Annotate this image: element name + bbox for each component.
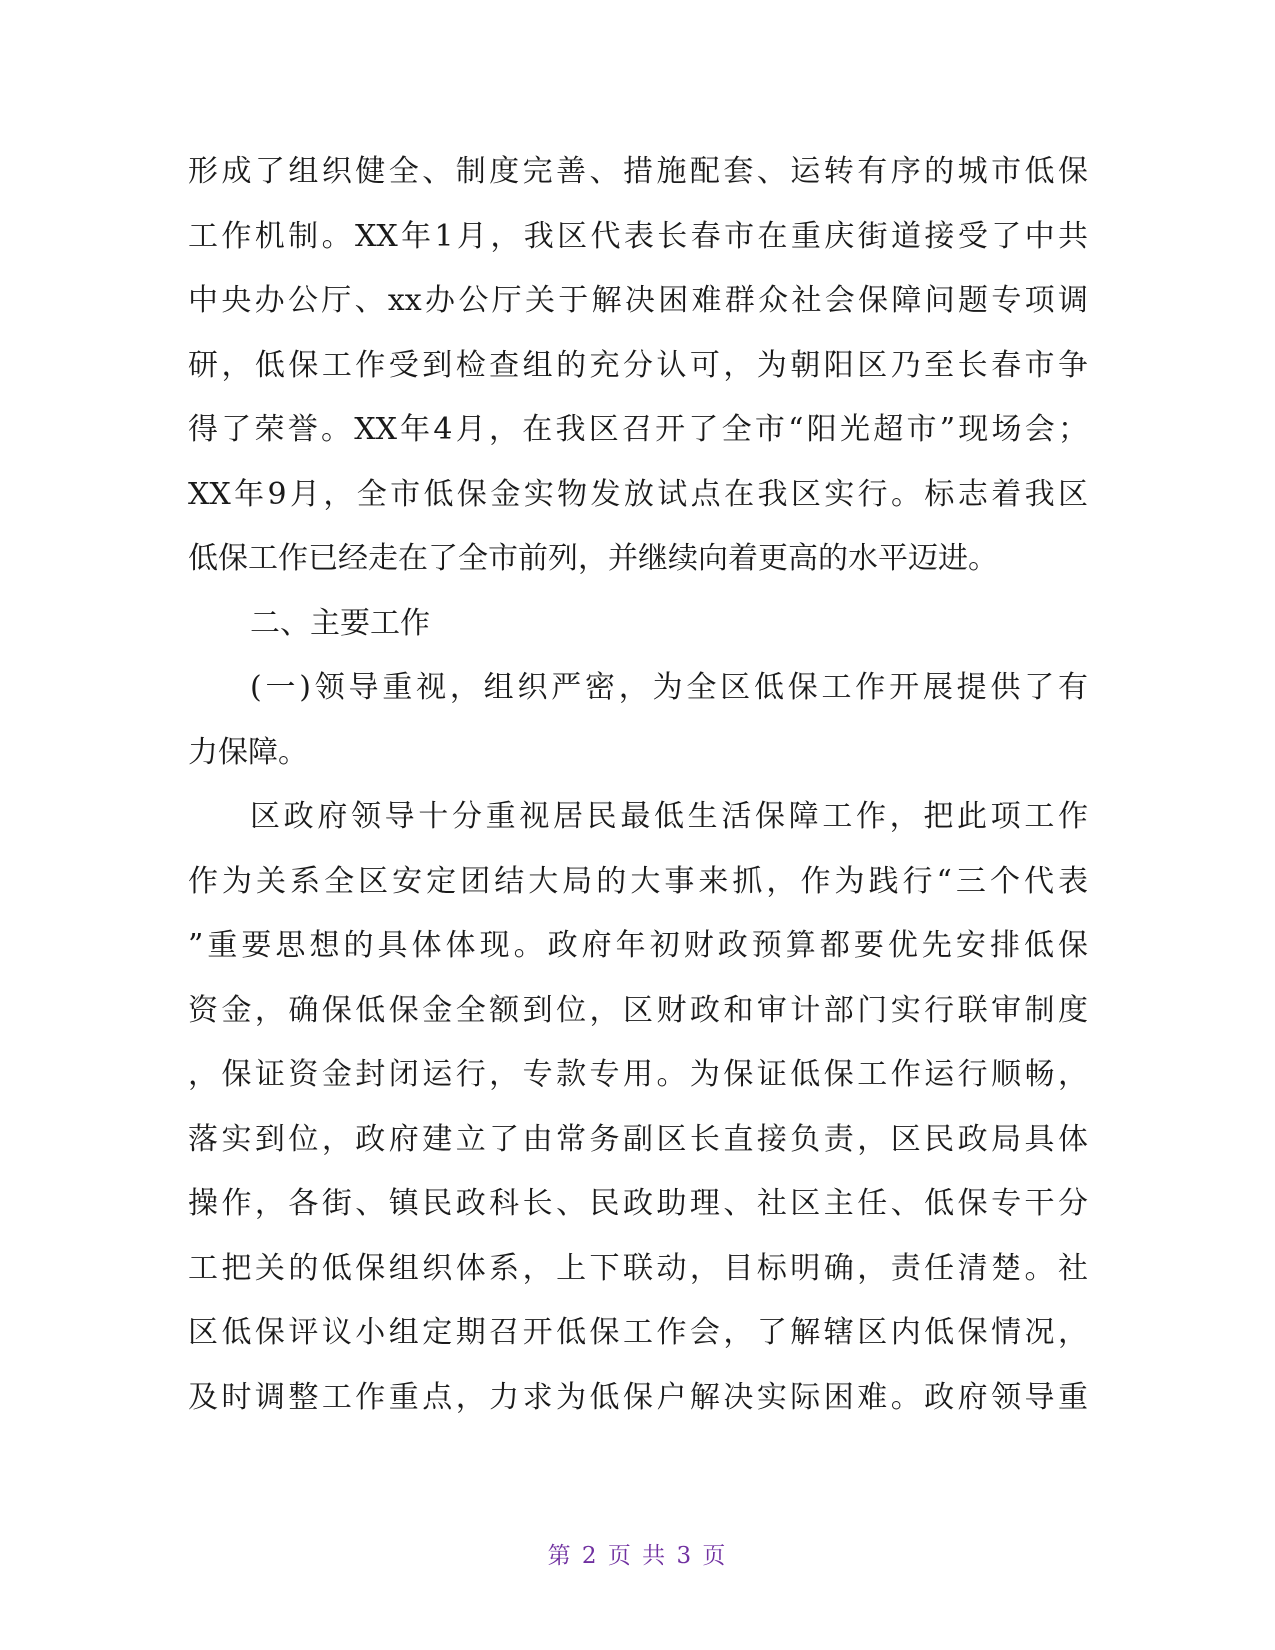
- document-body: [188, 140, 1088, 1430]
- text-line: 力保障。: [188, 734, 308, 770]
- text-line: 操作，各街、镇民政科长、民政助理、社区主任、低保专干分: [188, 1186, 1088, 1221]
- text-line: 低保工作已经走在了全市前列，并继续向着更高的水平迈进。: [188, 541, 998, 576]
- text-line: 研，低保工作受到检查组的充分认可，为朝阳区乃至长春市争: [188, 347, 1088, 383]
- page-number-footer: 第 2 页 共 3 页: [547, 1543, 728, 1569]
- text-line: ，保证资金封闭运行，专款专用。为保证低保工作运行顺畅，: [188, 1057, 1088, 1092]
- text-line: 作为关系全区安定团结大局的大事来抓，作为践行“三个代表: [188, 863, 1088, 899]
- text-line: 中央办公厅、xx办公厅关于解决困难群众社会保障问题专项调: [188, 283, 1088, 318]
- text-line: 形成了组织健全、制度完善、措施配套、运转有序的城市低保: [188, 154, 1088, 189]
- text-line: 区低保评议小组定期召开低保工作会，了解辖区内低保情况，: [188, 1315, 1088, 1350]
- text-line: 工作机制。XX年1月，我区代表长春市在重庆街道接受了中共: [188, 218, 1088, 254]
- text-line: 落实到位，政府建立了由常务副区长直接负责，区民政局具体: [188, 1121, 1088, 1157]
- text-line: 资金，确保低保金全额到位，区财政和审计部门实行联审制度: [188, 992, 1088, 1028]
- text-line: XX年9月，全市低保金实物发放试点在我区实行。标志着我区: [188, 476, 1088, 512]
- section-heading: 二、主要工作: [250, 605, 430, 641]
- text-line: ”重要思想的具体体现。政府年初财政预算都要优先安排低保: [188, 928, 1088, 963]
- text-line: 得了荣誉。XX年4月，在我区召开了全市“阳光超市”现场会；: [188, 412, 1088, 447]
- text-line: 及时调整工作重点，力求为低保户解决实际困难。政府领导重: [188, 1379, 1088, 1415]
- paragraph-start: 区政府领导十分重视居民最低生活保障工作，把此项工作: [250, 799, 1088, 834]
- subsection-heading: (一)领导重视，组织严密，为全区低保工作开展提供了有: [250, 670, 1088, 705]
- text-line: 工把关的低保组织体系，上下联动，目标明确，责任清楚。社: [188, 1250, 1088, 1286]
